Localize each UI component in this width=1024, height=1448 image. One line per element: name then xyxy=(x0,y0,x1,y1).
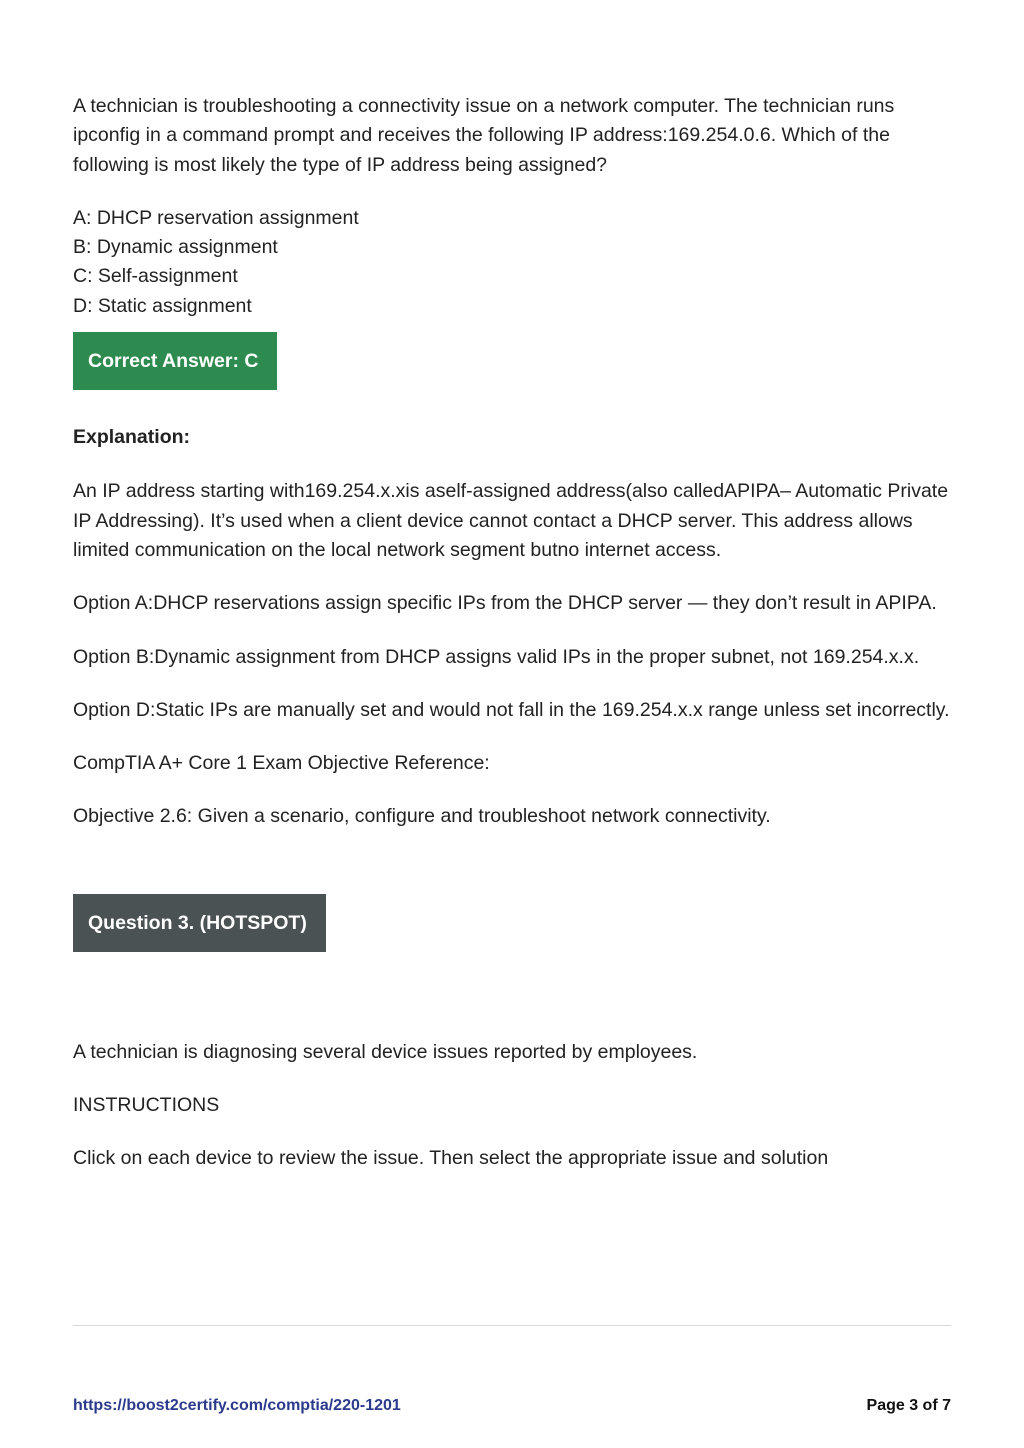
explanation-option-d: Option D:Static IPs are manually set and would not fall in the 169.254.x.x range unless set incorrectly. xyxy=(73,698,950,721)
question-text: A technician is troubleshooting a connectivity issue on a network computer. The technician runs ipconfig in a command prompt and receives the following IP address:169.254.0.6. Which of the following is most likely the type of IP address being assigned? xyxy=(73,95,895,176)
answer-options xyxy=(73,204,953,321)
footer-url-link[interactable]: https://boost2certify.com/comptia/220-1201 xyxy=(73,1397,401,1414)
objective-reference-heading: CompTIA A+ Core 1 Exam Objective Reference: xyxy=(73,752,490,775)
option-d: D: Static assignment xyxy=(73,294,252,317)
footer-divider xyxy=(73,1325,951,1326)
option-c: C: Self-assignment xyxy=(73,265,238,288)
explanation-heading: Explanation: xyxy=(73,426,191,449)
question-3-header: Question 3. (HOTSPOT) xyxy=(73,894,326,952)
explanation-paragraph: An IP address starting with169.254.x.xis aself-assigned address(also calledAPIPA– Automatic Private IP Addressing). It’s used when a client device cannot contact a DHCP server. This address allows limited communication on the local network segment butno internet access. xyxy=(73,480,949,561)
correct-answer-badge: Correct Answer: C xyxy=(73,332,277,390)
instructions-text: Click on each device to review the issue. Then select the appropriate issue and solution xyxy=(73,1147,829,1170)
explanation-option-a: Option A:DHCP reservations assign specific IPs from the DHCP server — they don’t result in APIPA. xyxy=(73,592,937,615)
objective-reference: Objective 2.6: Given a scenario, configure and troubleshoot network connectivity. xyxy=(73,805,771,828)
option-a: A: DHCP reservation assignment xyxy=(73,206,359,229)
option-b: B: Dynamic assignment xyxy=(73,236,278,259)
explanation-option-b: Option B:Dynamic assignment from DHCP assigns valid IPs in the proper subnet, not 169.254.x.x. xyxy=(73,645,920,668)
instructions-heading: INSTRUCTIONS xyxy=(73,1094,220,1117)
page-number: Page 3 of 7 xyxy=(866,1397,951,1414)
question-3-text: A technician is diagnosing several device issues reported by employees. xyxy=(73,1040,698,1063)
page-content xyxy=(73,92,953,1198)
